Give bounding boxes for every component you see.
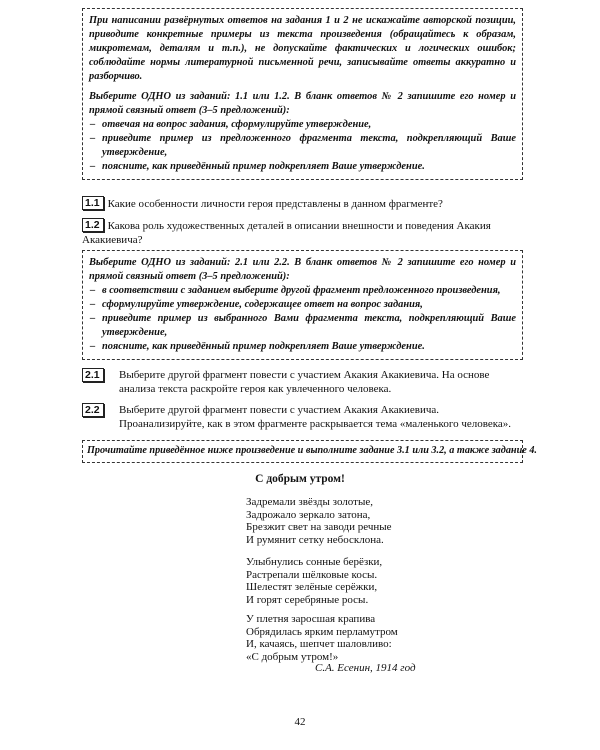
poem-stanza-2 (246, 556, 476, 606)
poem-line: «С добрым утром!» (246, 650, 339, 663)
task-number-badge: 2.2 (82, 403, 104, 417)
instruction-item: – поясните, как приведённый пример подкрепляет Ваше утверждение. (89, 340, 516, 354)
task-number-badge: 1.2 (82, 218, 104, 232)
task-2-2 (82, 403, 527, 431)
poem-signature: С.А. Есенин, 1914 год (315, 662, 416, 674)
instruction-item: – приведите пример из предложенного фрагмента текста, подкрепляющий Ваше утверждение, (89, 132, 516, 160)
instruction-item: – в соответствии с заданием выберите другой фрагмент предложенного произведения, (89, 284, 516, 298)
task-text: Выберите другой фрагмент повести с участием Акакия Акакиевича. На основе анализа текста раскройте героя как увлеченного человека. (119, 369, 490, 395)
poem-line: И румянит сетку небосклона. (246, 533, 384, 546)
poem-line: Обрядилась ярким перламутром (246, 625, 398, 638)
instructions-box-1 (82, 8, 523, 180)
poem-line: Задрожало зеркало затона, (246, 508, 371, 521)
task-1-2 (82, 218, 542, 247)
answer-rules-text: При написании развёрнутых ответов на задания 1 и 2 не искажайте авторской позиции, приводите конкретные примеры из текста произведения (обращайтесь к образам, микротемам, деталям и т.п.), не допускайте фактических и логических ошибок; соблюдайте нормы литературной письменной речи, записывайте ответы аккуратно и разборчиво. (89, 15, 516, 82)
poem-stanza-3 (246, 613, 476, 663)
task-1-1 (82, 196, 532, 211)
poem-line: И, качаясь, шепчет шаловливо: (246, 638, 392, 651)
page-number: 42 (294, 716, 306, 728)
poem-line: Шелестят зелёные серёжки, (246, 581, 378, 594)
poem-title: С добрым утром! (255, 473, 345, 485)
instruction-item: – сформулируйте утверждение, содержащее ответ на вопрос задания, (89, 298, 516, 312)
task-number-badge: 2.1 (82, 368, 104, 382)
task-text: Какие особенности личности героя представлены в данном фрагменте? (107, 198, 443, 210)
instructions-box-2 (82, 250, 523, 360)
task-text: Какова роль художественных деталей в описании внешности и поведения Акакия Акакиевича? (82, 220, 491, 246)
poem-line: Брезжит свет на заводи речные (246, 521, 392, 534)
poem-line: У плетня заросшая крапива (246, 613, 376, 625)
poem-stanza-1 (246, 496, 476, 546)
poem-line: Улыбнулись сонные берёзки, (246, 556, 383, 568)
task-number-badge: 1.1 (82, 196, 104, 210)
choose-task-1-text: Выберите ОДНО из заданий: 1.1 или 1.2. В бланк ответов № 2 запишите его номер и прямой связный ответ (3–5 предложений): (89, 91, 516, 116)
instructions-box-3 (82, 440, 537, 463)
poem-line: Растрепали шёлковые косы. (246, 568, 378, 581)
task-2-1 (82, 368, 524, 396)
read-poem-instruction: Прочитайте приведённое ниже произведение и выполните задание 3.1 или 3.2, а также задание 4. (87, 445, 537, 456)
instruction-item: – поясните, как приведённый пример подкрепляет Ваше утверждение. (89, 160, 516, 174)
instruction-item: – отвечая на вопрос задания, сформулируйте утверждение, (89, 118, 516, 132)
poem-line: Задремали звёзды золотые, (246, 496, 373, 508)
choose-task-2-text: Выберите ОДНО из заданий: 2.1 или 2.2. В бланк ответов № 2 запишите его номер и прямой связный ответ (3–5 предложений): (89, 257, 516, 282)
task-text: Выберите другой фрагмент повести с участием Акакия Акакиевича. Проанализируйте, как в этом фрагменте раскрывается тема «маленького человека». (119, 404, 512, 430)
instruction-item: – приведите пример из выбранного Вами фрагмента текста, подкрепляющий Ваше утверждение, (89, 312, 516, 340)
poem-line: И горят серебряные росы. (246, 593, 369, 606)
